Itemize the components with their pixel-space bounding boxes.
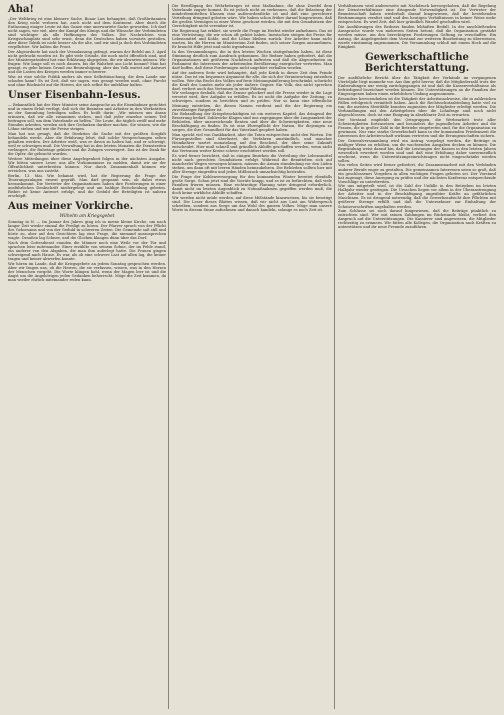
- article-heading: Gewerkschaftliche Berichterstattung.: [364, 52, 470, 75]
- article-paragraph: Nach dem Gottesdienst standen die Männer noch eine Weile vor der Tür und sprachen leise miteinander. Einer erzählte von seinem Sohne, der im Felde stand, ein anderer von den Abgaben, die man ihm auferlegt hatte. Die Frauen gingen schweigend nach Hause. Es war, als ob eine schwere Last auf allen lag, die keiner tragen und keiner abwerfen konnte.: [8, 240, 166, 261]
- column-rule: [168, 4, 169, 709]
- article-paragraph: Auf der anderen Seite wird behauptet, daß jede Kritik in dieser Zeit dem Feinde nütze. Das ist ein bequemes Argument für alle, die sich der Verantwortung entziehen wollen. Wer das Recht des Volkes auf freie Meinungsäußerung beschränkt, schwächt die Kraft des Landes mehr als jeder äußere Gegner. Ein Volk, das nicht sprechen darf, verliert auch das Vertrauen in seine Führung.: [172, 70, 332, 91]
- article-subheading: Wilhelm am Kriegsgebet: [59, 213, 115, 219]
- article-paragraph: Von vielen Seiten wird ferner gefordert, die Zusammenarbeit mit den Verbänden anderer Berufe enger zu gestalten. Die gemeinsamen Interessen seien so groß, daß ein geschlossenes Vorgehen in allen wichtigen Fragen geboten sei. Der Vorstand hat zugesagt, diese Anregung zu prüfen und der nächsten Konferenz entsprechende Vorschläge zu unterbreiten.: [338, 163, 496, 184]
- article-paragraph: Berlin, 13. Mai. Wie bekannt wird, hat die Regierung die Frage der Teuerungszulagen erneut geprüft. Man darf gespannt sein, ob dabei etwas herauskommt. Die Vertreter der Organisationen haben ihre Forderungen in einer ausführlichen Denkschrift niedergelegt und um baldige Entscheidung gebeten. Bisher ist keine Antwort erfolgt, und die Geduld der Beteiligten ist nahezu erschöpft.: [8, 173, 166, 198]
- article-paragraph: Man spricht viel von Dankbarkeit, aber die Taten entsprechen nicht den Worten. Die Fürsorgestellen sind überlastet, die Verfahren umständlich, und mancher Heimkehrer wartet monatelang auf den Bescheid, der über seine Zukunft entscheidet. Hier muß schnell und gründlich Abhilfe geschaffen werden, wenn nicht das Vertrauen weiter Kreise schwer erschüttert werden soll.: [172, 133, 332, 154]
- article-paragraph: Die Frage der Kohlenversorgung für den kommenden Winter bereitet ebenfalls große Sorge. Schon jetzt sind die Vorräte knapp, und es ist zu befürchten, daß viele Familien frieren müssen. Eine rechtzeitige Planung wäre dringend erforderlich, damit nicht im letzten Augenblick zu Notmaßnahmen gegriffen werden muß, die doch keine wirkliche Abhilfe schaffen.: [172, 174, 332, 195]
- article-paragraph: In den Versammlungen, die in den letzten Wochen stattgefunden haben, ist diese Stimmung deutlich zum Ausdruck gekommen. Die Redner haben gefordert, daß die Organisationen mit größerem Nachdruck auftreten und daß die Abgeordneten im Parlament die Interessen der arbeitenden Bevölkerung energischer vertreten. Man darf hoffen, daß diese Forderungen nicht ungehört verhallen werden.: [172, 49, 332, 70]
- article-heading: Aha!: [8, 4, 34, 15]
- article-paragraph: Die Behandlung der Kriegsbeschädigten ist ein weiteres Kapitel, das dringend der Besserung bedarf. Zahlreiche Klagen sind uns zugegangen über die Langsamkeit der Behörden, über unzureichende Renten und über die Schwierigkeiten, eine neue Beschäftigung zu finden. Es ist eine Ehrenpflicht der Nation, für diejenigen zu sorgen, die ihre Gesundheit für das Vaterland geopfert haben.: [172, 112, 332, 133]
- article-paragraph: Die Bewilligung des Wehrbeitrages ist eine Maßnahme, die ohne Zweifel dem Vaterlande zugute kommt. Es ist jedoch nicht zu verkennen, daß die Belastung der minderbemittelten Klassen eine außerordentliche ist und daß eine gerechtere Verteilung dringend geboten wäre. Wir haben schon früher darauf hingewiesen, daß die großen Vermögen in einer Weise geschont werden, die mit den Grundsätzen der Gerechtigkeit nicht vereinbar ist.: [172, 4, 332, 29]
- column-rule: [334, 4, 335, 709]
- article-paragraph: Was ist eine solche Politik anders als eine Selbsttäuschung, die dem Lande nur schaden kann? Es ist Zeit, daß wir sagen, was gesagt werden muß, ohne Furcht und ohne Rücksicht auf die Herren, die sich selbst für unfehlbar halten.: [8, 74, 166, 87]
- article-paragraph: Der ausführliche Bericht über die Tätigkeit der Verbände im vergangenen Vierteljahr liegt nunmehr vor. Aus ihm geht hervor, daß die Mitgliederzahl trotz der Einberufungen nur wenig zurückgegangen ist und daß die Kassenverhältnisse als befriedigend bezeichnet werden können. Die Unterstützungen an die Familien der Eingezogenen haben einen erheblichen Umfang angenommen.: [338, 76, 496, 97]
- article-heading: Unser Eisenbahn-Iesus.: [8, 89, 141, 101]
- column-middle: [172, 4, 332, 212]
- article-paragraph: Es wird ferner berichtet, daß in einigen Bezirken die Verteilung der Lebensmittel nicht nach gerechten Grundsätzen erfolgt. Während die Bemittelten sich auf mancherlei Wegen versorgen können, müssen die Armen stundenlang vor den Läden stehen, um dann oft mit leeren Händen heimzukehren. Die Behörden sollten hier mit aller Strenge eingreifen und jeden Mißbrauch unnachsichtig bestrafen.: [172, 153, 332, 175]
- article-paragraph: Zum Schlusse sei noch darauf hingewiesen, daß die Beiträge pünktlich zu entrichten sind. Wer mit seinen Zahlungen im Rückstande bleibt, verliert den Anspruch auf die Unterstützungen. Die Kassierer sind angewiesen, die Mitglieder rechtzeitig zu erinnern. Wir bitten alle Kollegen, die Organisation nach Kräften zu unterstützen und ihr neue Freunde zuzuführen.: [338, 209, 496, 230]
- article-paragraph: Der Abgeordnete hat nach der Veranlassung gefragt, warum der Befehl am 3. April nicht gedruckt worden ist. Es gibt viele Gründe, die noch nicht öffentlich sind, und der Ministerpräsident hat eine Erklärung abgegeben, die wir abwarten müssen. Wir fragen: Wie lange soll es noch dauern, bis die Wahrheit ans Licht kommt? Man hat gesagt, es gebe keinen Grund zur Beunruhigung, aber das Volk wartet auf Antwort und die Lasten des Krieges werden immer schwerer.: [8, 49, 166, 75]
- article-paragraph: Der Vorstand empfiehlt den Ortsgruppen, die Werbearbeit trotz aller Schwierigkeiten fortzusetzen und besonders die jugendlichen Arbeiter und die Frauen, die in großer Zahl in die Betriebe eingetreten sind, für die Organisation zu gewinnen. Nur eine starke Gewerkschaft kann in der kommenden Friedenszeit die Interessen der Arbeiterschaft wirksam vertreten und die Errungenschaften sichern.: [338, 117, 496, 138]
- column-right: [338, 4, 496, 229]
- article-paragraph: Besonders hervorzuheben ist die Tätigkeit der Arbeitsnachweise, die in zahlreichen Fällen erfolgreich vermittelt haben. Auch die Rechtsschutzabteilung hatte viel zu tun; die meisten Streitfälle konnten zugunsten der Mitglieder erledigt werden. Die Verhandlungen mit den Arbeitgebern über die Lohnfrage sind noch nicht abgeschlossen, doch ist eine Einigung in absehbarer Zeit zu erwarten.: [338, 96, 496, 118]
- article-paragraph: Wir verlangen deshalb, daß die Zensur gelockert und die Presse wieder in die Lage versetzt wird, ihre Aufgabe zu erfüllen. Es ist nicht die Aufgabe der Zeitung, zu schweigen, sondern zu berichten und zu prüfen. Nur so kann eine öffentliche Meinung entstehen, die diesen Namen verdient und die der Regierung ein zuverlässiger Ratgeber ist.: [172, 91, 332, 112]
- article-paragraph: Wir werden nicht müde werden, auf diese Mißstände hinzuweisen, bis sie beseitigt sind. Die Leser dieses Blattes wissen, daß wir nicht aus Lust am Widerspruch schreiben, sondern aus Sorge um das Wohl des ganzen Volkes. Möge man unsere Worte in diesem Sinne aufnehmen und danach handeln, solange es noch Zeit ist.: [172, 195, 332, 212]
- column-left: [8, 4, 166, 282]
- article-paragraph: Wir hören im Lande, daß die Kriegsgebete an jedem Sonntag gesprochen werden. Aber wir fragen uns, ob die Herren, die sie verfassen, wissen, was in den Herzen der Menschen vorgeht. Die Worte klingen hohl, wenn der Magen leer ist und die Angst um die Angehörigen jeden Gedanken beherrscht. Möge die Zeit kommen, da man wieder ehrlich miteinander reden kann.: [8, 261, 166, 282]
- article-heading: Aus meiner Vorkirche.: [8, 200, 134, 212]
- article-paragraph: — Bekanntlich hat der Herr Minister seine Ansprache an die Eisenbahner gerichtet und in einem Erlaß verfügt, daß sich die Beamten und Arbeiter in den Werkstätten an der Sammlung beteiligen sollen. Es heißt darin: „Wir müssen uns daran erinnern, daß wir alle zusammen stehen, und daß jeder einzelne seinen Teil beitragen soll, um dem Vaterlande zu helfen.“ Die Leute, die täglich zwölf und mehr Stunden arbeiten, werden sich ihre Gedanken darüber machen. Sie wissen, wie die Löhne stehen und wie die Preise steigen.: [8, 102, 166, 132]
- article-paragraph: Man hat uns gesagt, daß die Direktion die Sache mit der größten Sorgfalt behandeln werde. Aber die Erfahrung lehrt, daß solche Versprechungen selten gehalten werden. Der Arbeiter weiß, was er davon zu halten hat, und er schweigt, weil er schweigen muß. Die Verwaltung hat in den letzten Monaten die Dienstzeiten verlängert, die Ruhetage gekürzt und die Zulagen verweigert. Das ist der Dank für die Opfer, die gebracht wurden.: [8, 131, 166, 157]
- article-paragraph: Die Ausführungen des Redners fanden lebhaften Beifall. In der anschließenden Aussprache wurde von mehreren Seiten betont, daß die Organisation gestärkt werden müsse, um den berechtigten Forderungen Geltung zu verschaffen. Ein Antrag, die Angelegenheit dem Vorstand zur weiteren Bearbeitung zu überweisen, wurde einstimmig angenommen. Die Versammlung schloß mit einem Hoch auf die Einigkeit.: [338, 24, 496, 50]
- article-paragraph: „Der Weltkrieg ist eine kleinere Sache, Bonar Law behauptet, daß Großbritannien den Krieg nicht verloren hat, auch nicht auf dem Kontinent. Aber durch die Entlassung einiger Leute ist das Ganze eine unerwartete Sache geworden. Ich darf nicht sagen, wie viel, aber der Kampf des Königs und die Wünsche der Verbündeten sind wichtiger als alle Hoffnungen des Volkes. Die Nachrichten vom Kriegsschauplatz sind sehr ernst, denn die Deutschen haben vorwärts gestoßen, aber diese Taktik ist nicht besser als die alte, und wir sind ja doch den Verbündeten verpflichtet. Wir halten die Front.: [8, 17, 166, 50]
- article-paragraph: Verhältnissen wird andererseits mit Nachdruck hervorgehoben, daß die Regelung der Dienstverhältnisse eine dringende Notwendigkeit ist. Die Vertreter der Beamtenschaft haben wiederholt darauf hingewiesen, daß die bestehenden Bestimmungen veraltet sind und den heutigen Verhältnissen in keiner Weise mehr entsprechen. Es wird Zeit, daß hier gründlich Wandel geschaffen wird.: [338, 4, 496, 25]
- article-paragraph: Weitere Mitteilungen über diese Angelegenheit folgen in der nächsten Ausgabe. Wir bitten unsere Leser, uns alle Vorkommnisse zu melden, damit wir sie der Öffentlichkeit unterbreiten können. Nur durch Zusammenhalt können wir erreichen, was uns zusteht.: [8, 156, 166, 173]
- article-paragraph: Die Regierung hat erklärt, sie werde die Frage im Herbst wieder aufnehmen. Das ist eine Vertröstung, die wir schon oft gehört haben. Inzwischen steigen die Preise für Lebensmittel und Kohle, und die Löhne bleiben zurück. Der Arbeiter kann nicht warten, bis die Herren im Ministerium Zeit finden, sich seiner Sorgen anzunehmen. Er braucht Hilfe jetzt und nicht irgendwann.: [172, 28, 332, 50]
- article-paragraph: Wie uns mitgeteilt wird, ist die Zahl der Unfälle in den Betrieben im letzten Halbjahr wieder gestiegen. Die Ursachen liegen vor allem in der Überanstrengung der Arbeiter und in der Beschäftigung ungeübter Kräfte an gefährlichen Maschinen. Es ist dringend notwendig, daß die Gewerbeaufsicht ihre Pflichten mit größerer Strenge erfüllt und daß die Unternehmer zur Einhaltung der Schutzvorschriften angehalten werden.: [338, 184, 496, 209]
- article-paragraph: Sonntag in N. — Im Januar des Jahres ging ich in meine kleine Kirche, um nach langer Zeit wieder einmal die Predigt zu hören. Der Pfarrer sprach von der Pflicht des Gehorsams und von der Geduld in schweren Zeiten. Die Gemeinde saß still und hörte zu, aber auf den Gesichtern lag eine Frage, die niemand auszusprechen wagte. Draußen lag Schnee, und die Glocken klangen dünn über das Dorf.: [8, 219, 166, 241]
- article-paragraph: Der Generalversammlung wird ein Antrag vorgelegt werden, die Beiträge in mäßiger Weise zu erhöhen, um die wachsenden Ausgaben decken zu können. Die Begründung weist darauf hin, daß die Leistungen der Kassen in den letzten Jahren wesentlich erweitert worden sind und daß eine Erhöhung daher unvermeidlich erscheint, wenn die Unterstützungseinrichtungen nicht eingeschränkt werden sollen.: [338, 138, 496, 163]
